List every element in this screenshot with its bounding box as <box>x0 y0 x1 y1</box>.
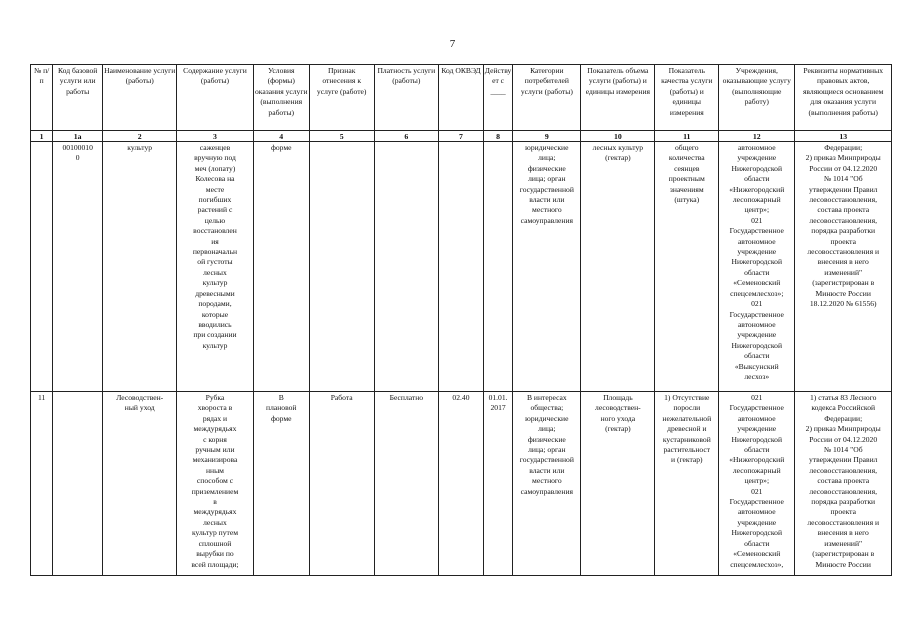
cell-line: утверждении Правил <box>808 184 878 194</box>
cell-line: лица; орган <box>528 174 566 184</box>
cell-line: области <box>744 267 770 277</box>
cell-line: меч (лопату) <box>194 163 236 173</box>
cell-line: общего <box>674 143 699 152</box>
cell-line: местного <box>532 205 562 215</box>
cell-line: 2017 <box>490 403 506 413</box>
conditions-header: Условия (формы) оказания услуги (выполнения работы) <box>253 65 309 131</box>
cell-line: с корня <box>203 434 227 444</box>
institutions-header: Учреждения, оказывающие услугу (выполняющие работу) <box>719 65 795 131</box>
cell-line: хвороста в <box>197 403 233 413</box>
table-cell <box>513 142 581 392</box>
cell-line: учреждение <box>737 517 777 527</box>
cell-line: области <box>744 174 770 184</box>
cell-line: центр»; <box>744 476 770 486</box>
cell-line: значениям <box>669 184 704 194</box>
cell-line: учреждение <box>737 330 777 340</box>
cell-line: Рубка <box>205 393 225 402</box>
cell-line: № 1014 "Об <box>823 445 863 455</box>
table-cell <box>31 392 53 576</box>
cell-line: которые <box>201 309 229 319</box>
table-cell <box>439 392 484 576</box>
table-cell <box>655 142 719 392</box>
cell-line: Минюсте России <box>815 559 871 569</box>
cell-line: древесными <box>195 288 235 298</box>
cell-line: месте <box>205 184 225 194</box>
base-code-header: Код базовой услуги или работы <box>53 65 103 131</box>
cell-line: 1) статья 83 Лесного <box>809 393 877 402</box>
cell-line: форме <box>270 413 292 423</box>
table-cell <box>374 392 439 576</box>
cell-line: поросли <box>673 403 701 413</box>
cell-line: и (гектар) <box>671 455 703 465</box>
cell-line: Колесова на <box>195 174 235 184</box>
cell-line: междурядьях <box>193 424 237 434</box>
cell-line: состава проекта <box>817 205 870 215</box>
valid-from-header: Действует с ____ <box>483 65 513 131</box>
table-cell <box>53 392 103 576</box>
cell-line: 021 <box>751 299 763 309</box>
table-cell <box>253 392 309 576</box>
cell-line: области <box>744 351 770 361</box>
header-row <box>31 65 892 131</box>
table-cell <box>103 392 177 576</box>
cell-line: (зарегистрирован в <box>812 278 875 288</box>
cell-line: культур <box>127 143 153 152</box>
cell-line: лесхоз» <box>744 371 770 381</box>
cell-line: утверждении Правил <box>808 455 878 465</box>
cell-line: «Нижегородский <box>729 184 785 194</box>
cell-line: самоуправления <box>520 486 574 496</box>
cell-line: автономное <box>737 143 776 152</box>
cell-line: Нижегородской <box>731 434 783 444</box>
cell-line: Государственное <box>729 497 784 507</box>
cell-line: (гектар) <box>605 153 631 163</box>
cell-line: 2) приказ Минприроды <box>805 153 881 163</box>
column-number: 7 <box>439 131 484 142</box>
cell-line: 01.01. <box>488 393 508 402</box>
cell-line: самоуправления <box>520 215 574 225</box>
cell-line: юридические <box>525 143 569 152</box>
cell-line: физические <box>527 163 566 173</box>
cell-line: 2) приказ Минприроды <box>805 424 881 434</box>
cell-line: (зарегистрирован в <box>812 549 875 559</box>
cell-line: учреждение <box>737 153 777 163</box>
cell-line: плановой <box>266 403 297 413</box>
cell-line: спецсемлесхоз»; <box>730 288 784 298</box>
cell-line: нным <box>205 465 224 475</box>
cell-line: физические <box>527 434 566 444</box>
cell-line: первоначальн <box>192 247 238 257</box>
table-cell <box>53 142 103 392</box>
cell-line: лесопожарный <box>732 465 781 475</box>
cell-line: растений с <box>197 205 233 215</box>
table-row <box>31 392 892 576</box>
cell-line: механизирова <box>192 455 238 465</box>
cell-line: внесения в него <box>817 528 869 538</box>
column-number: 6 <box>374 131 439 142</box>
table-cell <box>177 142 253 392</box>
attribute-header: Признак отнесения к услуге (работе) <box>309 65 374 131</box>
cell-line: порядка разработки <box>811 226 876 236</box>
cell-line: приземлением <box>191 486 239 496</box>
legal-acts-header: Реквизиты нормативных правовых актов, являющиеся основанием для оказания услуги (выполнения работы) <box>795 65 892 131</box>
table-cell <box>581 142 655 392</box>
cell-line: лесовосстановления, <box>809 195 878 205</box>
cell-line: лесовосстановления, <box>809 215 878 225</box>
cell-line: ный уход <box>124 403 155 413</box>
table-cell <box>795 392 892 576</box>
cell-line: лица; <box>538 153 556 163</box>
table-cell <box>31 142 53 392</box>
cell-line: при создании <box>193 330 237 340</box>
cell-line: В интересах <box>526 393 567 402</box>
cell-line: государственной <box>519 455 574 465</box>
cell-line: Работа <box>330 393 353 402</box>
cell-line: всей площади; <box>191 559 239 569</box>
volume-indicator-header: Показатель объема услуги (работы) и единицы измерения <box>581 65 655 131</box>
cell-line: автономное <box>737 236 776 246</box>
cell-line: власти или <box>529 195 565 205</box>
table-cell <box>309 392 374 576</box>
cell-line: лесовосстановления, <box>809 486 878 496</box>
cell-line: спецсемлесхоз», <box>730 559 784 569</box>
cell-line: № 1014 "Об <box>823 174 863 184</box>
table-cell <box>439 142 484 392</box>
cell-line: области <box>744 445 770 455</box>
cell-line: лесных культур <box>592 143 644 152</box>
cell-line: культур <box>202 340 228 350</box>
cell-line: «Выксунский <box>734 361 779 371</box>
quality-indicator-header: Показатель качества услуги (работы) и единицы измерения <box>655 65 719 131</box>
cell-line: Площадь <box>603 393 633 402</box>
cell-line: «Семеновский <box>733 549 781 559</box>
cell-line: саженцев <box>199 143 231 152</box>
consumers-header: Категории потребителей услуги (работы) <box>513 65 581 131</box>
cell-line: 00100010 <box>62 143 93 152</box>
services-registry-table <box>30 64 892 576</box>
cell-line: лица; орган <box>528 445 566 455</box>
column-number-row <box>31 131 892 142</box>
service-name-header: Наименование услуги (работы) <box>103 65 177 131</box>
cell-line: автономное <box>737 507 776 517</box>
cell-line: междурядьях <box>193 507 237 517</box>
cell-line: 021 <box>751 393 763 402</box>
column-number: 12 <box>719 131 795 142</box>
cell-line: вводились <box>198 319 232 329</box>
cell-line: способом с <box>196 476 234 486</box>
cell-line: ного ухода <box>600 413 636 423</box>
cell-line: В <box>278 393 284 402</box>
cell-line: Нижегородской <box>731 257 783 267</box>
column-number: 4 <box>253 131 309 142</box>
cell-line: культур <box>202 278 228 288</box>
cell-line: породами, <box>198 299 232 309</box>
column-number: 1а <box>53 131 103 142</box>
column-number: 2 <box>103 131 177 142</box>
cell-line: лесных <box>203 517 227 527</box>
cell-line: лесопожарный <box>732 195 781 205</box>
cell-line: учреждение <box>737 424 777 434</box>
cell-line: 02.40 <box>452 393 470 402</box>
cell-line: проекта <box>830 507 856 517</box>
cell-line: вручную под <box>194 153 236 163</box>
cell-line: общества; <box>530 403 564 413</box>
cell-line: нежелательной <box>662 413 712 423</box>
cell-line: учреждение <box>737 247 777 257</box>
cell-line: погибших <box>198 195 232 205</box>
cell-line: Федерации; <box>824 143 863 152</box>
cell-line: центр»; <box>744 205 770 215</box>
table-cell <box>309 142 374 392</box>
page-number: 7 <box>449 38 456 50</box>
table-cell <box>374 142 439 392</box>
table-cell <box>719 142 795 392</box>
okved-header: Код ОКВЭД <box>439 65 484 131</box>
cell-line: проекта <box>830 236 856 246</box>
cell-line: древесной и <box>667 424 707 434</box>
col-number-header: № п/п <box>31 65 53 131</box>
cell-line: восстановлен <box>193 226 237 236</box>
cell-line: Нижегородской <box>731 340 783 350</box>
table-cell <box>655 392 719 576</box>
cell-line: состава проекта <box>817 476 870 486</box>
column-number: 9 <box>513 131 581 142</box>
cell-line: целью <box>204 215 226 225</box>
cell-line: сплошной <box>198 538 232 548</box>
cell-line: культур путем <box>191 528 239 538</box>
cell-line: форме <box>270 143 292 152</box>
column-number: 5 <box>309 131 374 142</box>
table-cell <box>513 392 581 576</box>
cell-line: внесения в него <box>817 257 869 267</box>
cell-line: кодекса Российской <box>811 403 876 413</box>
column-number: 1 <box>31 131 53 142</box>
table-body <box>31 142 892 576</box>
cell-line: Государственное <box>729 309 784 319</box>
cell-line: изменений" <box>824 538 863 548</box>
cell-line: ия <box>211 236 219 246</box>
cell-line: 11 <box>37 393 46 402</box>
cell-line: «Нижегородский <box>729 455 785 465</box>
column-number: 11 <box>655 131 719 142</box>
cell-line: лесовосстановления, <box>809 465 878 475</box>
cell-line: Лесоводствен- <box>116 393 164 402</box>
cell-line: государственной <box>519 184 574 194</box>
table-cell <box>253 142 309 392</box>
cell-line: изменений" <box>824 267 863 277</box>
cell-line: лица; <box>538 424 556 434</box>
table-row <box>31 142 892 392</box>
column-number: 3 <box>177 131 253 142</box>
cell-line: рядах и <box>202 413 228 423</box>
cell-line: в <box>213 497 217 507</box>
cell-line: вырубки по <box>196 549 234 559</box>
column-number: 13 <box>795 131 892 142</box>
cell-line: власти или <box>529 465 565 475</box>
cell-line: России от 04.12.2020 <box>809 163 878 173</box>
table-cell <box>581 392 655 576</box>
cell-line: лесовосстановления и <box>807 247 880 257</box>
column-number: 10 <box>581 131 655 142</box>
cell-line: лесных <box>203 267 227 277</box>
cell-line: (гектар) <box>605 424 631 434</box>
cell-line: Государственное <box>729 403 784 413</box>
cell-line: сеянцев <box>674 163 700 173</box>
cell-line: проектным <box>668 174 705 184</box>
cell-line: 021 <box>751 215 763 225</box>
cell-line: лесоводствен- <box>595 403 641 413</box>
cell-line: Федерации; <box>824 413 863 423</box>
cell-line: количества <box>668 153 705 163</box>
cell-line: 1) Отсутствие <box>664 393 710 402</box>
column-number: 8 <box>483 131 513 142</box>
table-cell <box>795 142 892 392</box>
cell-line: Нижегородской <box>731 163 783 173</box>
table-cell <box>483 142 513 392</box>
cell-line: автономное <box>737 413 776 423</box>
cell-line: Бесплатно <box>389 393 424 402</box>
cell-line: кустарниковой <box>662 434 711 444</box>
cell-line: 0 <box>75 153 80 163</box>
cell-line: ручным или <box>195 445 235 455</box>
cell-line: области <box>744 538 770 548</box>
cell-line: ой густоты <box>197 257 233 267</box>
table-cell <box>103 142 177 392</box>
cell-line: порядка разработки <box>811 497 876 507</box>
cell-line: Минюсте России <box>815 288 871 298</box>
cell-line: 18.12.2020 № 61556) <box>809 299 877 309</box>
cell-line: растительност <box>663 445 711 455</box>
cell-line: 021 <box>751 486 763 496</box>
service-content-header: Содержание услуги (работы) <box>177 65 253 131</box>
payment-header: Платность услуги (работы) <box>374 65 439 131</box>
cell-line: лесовосстановления и <box>807 517 880 527</box>
cell-line: местного <box>532 476 562 486</box>
cell-line: (штука) <box>674 195 700 205</box>
cell-line: юридические <box>525 413 569 423</box>
cell-line: «Семеновский <box>733 278 781 288</box>
cell-line: автономное <box>737 319 776 329</box>
table-cell <box>483 392 513 576</box>
cell-line: Нижегородской <box>731 528 783 538</box>
cell-line: России от 04.12.2020 <box>809 434 878 444</box>
cell-line: Государственное <box>729 226 784 236</box>
table-cell <box>719 392 795 576</box>
table-cell <box>177 392 253 576</box>
